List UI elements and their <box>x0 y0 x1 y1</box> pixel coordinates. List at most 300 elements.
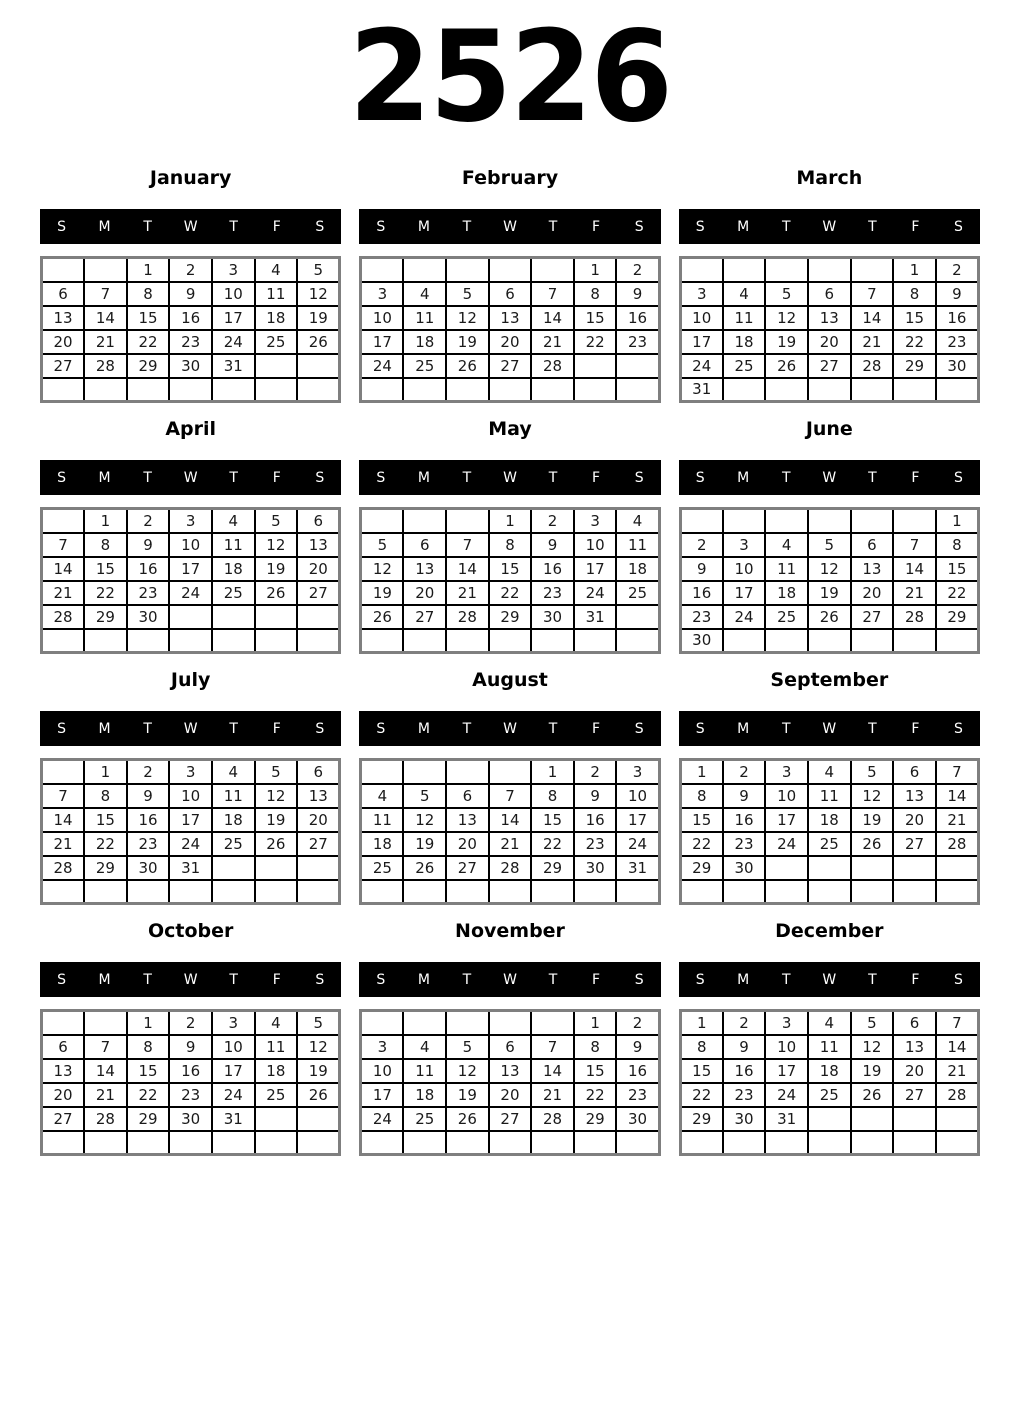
day-cell: 26 <box>297 330 340 354</box>
week-row <box>680 1131 978 1155</box>
day-cell: 19 <box>446 1083 489 1107</box>
day-header-cell: S <box>315 218 325 235</box>
day-cell: 20 <box>808 330 851 354</box>
day-cell: 25 <box>212 832 255 856</box>
empty-day-cell <box>531 258 574 282</box>
week-row <box>680 282 978 306</box>
month-title: July <box>170 669 211 691</box>
day-header-cell: S <box>315 469 325 486</box>
day-grid <box>40 758 341 905</box>
day-cell: 19 <box>851 1059 894 1083</box>
empty-day-cell <box>361 760 404 784</box>
empty-day-cell <box>531 1131 574 1155</box>
day-cell: 24 <box>361 1107 404 1131</box>
day-cell: 14 <box>42 808 85 832</box>
day-grid <box>679 1009 980 1156</box>
day-cell: 19 <box>297 1059 340 1083</box>
day-header-cell: T <box>229 971 238 988</box>
day-header-cell: F <box>272 720 281 737</box>
day-cell: 2 <box>616 258 659 282</box>
day-cell: 2 <box>169 1011 212 1035</box>
day-header-cell: T <box>229 469 238 486</box>
day-cell: 29 <box>84 605 127 629</box>
day-cell: 4 <box>808 1011 851 1035</box>
week-row <box>361 282 659 306</box>
month-block <box>359 152 660 403</box>
day-header-cell: T <box>143 218 152 235</box>
day-header-cell: T <box>143 720 152 737</box>
day-cell: 25 <box>808 832 851 856</box>
day-cell: 3 <box>723 533 766 557</box>
day-header-cell: W <box>822 218 837 235</box>
day-cell: 10 <box>361 1059 404 1083</box>
day-header-cell: T <box>548 720 558 737</box>
day-cell: 21 <box>531 330 574 354</box>
day-cell: 12 <box>297 282 340 306</box>
empty-day-cell <box>403 880 446 904</box>
empty-day-cell <box>531 629 574 653</box>
empty-day-cell <box>680 880 723 904</box>
day-cell: 21 <box>936 808 979 832</box>
empty-day-cell <box>297 1107 340 1131</box>
day-cell: 24 <box>765 1083 808 1107</box>
day-cell: 12 <box>255 533 298 557</box>
day-header-cell: S <box>695 218 705 235</box>
day-cell: 2 <box>127 509 170 533</box>
day-cell: 30 <box>127 605 170 629</box>
day-header-cell: S <box>634 720 644 737</box>
day-cell: 1 <box>893 258 936 282</box>
day-header-bar <box>359 962 660 997</box>
empty-day-cell <box>680 1131 723 1155</box>
empty-day-cell <box>403 760 446 784</box>
day-cell: 30 <box>531 605 574 629</box>
day-header-cell: S <box>376 720 386 737</box>
empty-day-cell <box>169 880 212 904</box>
empty-day-cell <box>808 258 851 282</box>
day-cell: 8 <box>84 784 127 808</box>
week-row <box>42 1083 340 1107</box>
empty-day-cell <box>212 378 255 402</box>
day-cell: 23 <box>169 1083 212 1107</box>
week-row <box>42 509 340 533</box>
day-cell: 6 <box>489 1035 532 1059</box>
empty-day-cell <box>361 1011 404 1035</box>
day-header-bar <box>40 711 341 746</box>
day-cell: 19 <box>446 330 489 354</box>
day-cell: 29 <box>936 605 979 629</box>
day-cell: 1 <box>127 258 170 282</box>
empty-day-cell <box>680 258 723 282</box>
week-row <box>42 1035 340 1059</box>
empty-day-cell <box>42 880 85 904</box>
week-row <box>42 557 340 581</box>
day-cell: 13 <box>42 1059 85 1083</box>
day-cell: 25 <box>403 1107 446 1131</box>
empty-day-cell <box>851 378 894 402</box>
day-cell: 12 <box>446 1059 489 1083</box>
day-cell: 15 <box>893 306 936 330</box>
day-header-cell: S <box>634 971 644 988</box>
week-row <box>361 330 659 354</box>
empty-day-cell <box>403 629 446 653</box>
day-header-cell: T <box>548 469 558 486</box>
day-cell: 19 <box>255 557 298 581</box>
day-cell: 4 <box>403 282 446 306</box>
day-cell: 9 <box>616 1035 659 1059</box>
empty-day-cell <box>723 1131 766 1155</box>
week-row <box>361 1107 659 1131</box>
week-row <box>680 533 978 557</box>
day-cell: 16 <box>936 306 979 330</box>
day-cell: 4 <box>361 784 404 808</box>
day-cell: 7 <box>84 1035 127 1059</box>
day-cell: 12 <box>851 784 894 808</box>
empty-day-cell <box>531 1011 574 1035</box>
empty-day-cell <box>723 509 766 533</box>
empty-day-cell <box>893 1131 936 1155</box>
empty-day-cell <box>127 629 170 653</box>
empty-day-cell <box>169 378 212 402</box>
empty-day-cell <box>255 880 298 904</box>
empty-day-cell <box>297 378 340 402</box>
day-cell: 2 <box>680 533 723 557</box>
month-title: April <box>165 418 217 440</box>
day-header-cell: W <box>183 218 198 235</box>
day-header-cell: S <box>57 469 66 486</box>
empty-day-cell <box>808 880 851 904</box>
day-cell: 13 <box>893 784 936 808</box>
day-header-cell: M <box>737 469 750 486</box>
day-cell: 9 <box>574 784 617 808</box>
week-row <box>42 629 340 653</box>
day-cell: 9 <box>723 784 766 808</box>
week-row <box>680 330 978 354</box>
day-cell: 30 <box>127 856 170 880</box>
day-cell: 21 <box>42 832 85 856</box>
day-cell: 1 <box>936 509 979 533</box>
day-header-cell: W <box>183 469 198 486</box>
day-cell: 16 <box>127 808 170 832</box>
empty-day-cell <box>893 1107 936 1131</box>
week-row <box>42 1107 340 1131</box>
day-grid <box>679 256 980 403</box>
empty-day-cell <box>936 1107 979 1131</box>
empty-day-cell <box>808 629 851 653</box>
empty-day-cell <box>42 378 85 402</box>
day-cell: 18 <box>212 557 255 581</box>
day-cell: 6 <box>297 760 340 784</box>
day-cell: 16 <box>616 1059 659 1083</box>
day-header-cell: M <box>98 218 111 235</box>
empty-day-cell <box>680 509 723 533</box>
week-row <box>680 581 978 605</box>
day-cell: 7 <box>446 533 489 557</box>
empty-day-cell <box>723 378 766 402</box>
day-cell: 25 <box>765 605 808 629</box>
day-header-cell: T <box>781 469 791 486</box>
day-cell: 14 <box>84 1059 127 1083</box>
day-cell: 30 <box>936 354 979 378</box>
day-cell: 17 <box>212 1059 255 1083</box>
day-cell: 16 <box>680 581 723 605</box>
day-cell: 31 <box>574 605 617 629</box>
day-header-bar <box>359 209 660 244</box>
day-cell: 18 <box>403 330 446 354</box>
day-grid <box>40 1009 341 1156</box>
day-cell: 4 <box>255 1011 298 1035</box>
empty-day-cell <box>361 1131 404 1155</box>
day-cell: 30 <box>680 629 723 653</box>
empty-day-cell <box>531 880 574 904</box>
empty-day-cell <box>446 629 489 653</box>
day-cell: 17 <box>765 1059 808 1083</box>
day-cell: 11 <box>255 1035 298 1059</box>
month-block <box>359 905 660 1156</box>
calendar-months <box>40 152 980 1156</box>
week-row <box>361 258 659 282</box>
day-cell: 26 <box>297 1083 340 1107</box>
empty-day-cell <box>765 629 808 653</box>
empty-day-cell <box>723 258 766 282</box>
month-block <box>679 152 980 403</box>
day-header-cell: W <box>503 218 517 235</box>
empty-day-cell <box>361 378 404 402</box>
day-cell: 11 <box>808 784 851 808</box>
day-cell: 4 <box>723 282 766 306</box>
week-row <box>680 378 978 402</box>
day-cell: 3 <box>212 258 255 282</box>
day-cell: 20 <box>42 330 85 354</box>
day-cell: 12 <box>255 784 298 808</box>
day-cell: 25 <box>723 354 766 378</box>
day-cell: 5 <box>255 509 298 533</box>
day-header-cell: T <box>781 971 791 988</box>
day-header-cell: T <box>548 971 558 988</box>
empty-day-cell <box>808 509 851 533</box>
day-cell: 14 <box>936 784 979 808</box>
month-title: November <box>455 920 565 942</box>
day-cell: 4 <box>212 760 255 784</box>
day-cell: 2 <box>574 760 617 784</box>
empty-day-cell <box>42 509 85 533</box>
empty-day-cell <box>531 378 574 402</box>
day-cell: 10 <box>680 306 723 330</box>
week-row <box>42 378 340 402</box>
day-cell: 23 <box>127 581 170 605</box>
week-row <box>361 378 659 402</box>
day-header-cell: F <box>911 218 920 235</box>
day-cell: 17 <box>680 330 723 354</box>
day-cell: 22 <box>127 1083 170 1107</box>
empty-day-cell <box>255 1107 298 1131</box>
day-cell: 8 <box>893 282 936 306</box>
empty-day-cell <box>212 629 255 653</box>
day-cell: 15 <box>489 557 532 581</box>
day-header-cell: T <box>143 971 152 988</box>
day-cell: 4 <box>255 258 298 282</box>
day-cell: 31 <box>616 856 659 880</box>
week-row <box>680 880 978 904</box>
week-row <box>42 856 340 880</box>
day-cell: 26 <box>851 832 894 856</box>
day-grid <box>40 507 341 654</box>
week-row <box>680 832 978 856</box>
week-row <box>42 258 340 282</box>
empty-day-cell <box>84 880 127 904</box>
day-cell: 22 <box>680 1083 723 1107</box>
day-cell: 5 <box>808 533 851 557</box>
empty-day-cell <box>574 1131 617 1155</box>
day-cell: 7 <box>893 533 936 557</box>
day-cell: 28 <box>531 354 574 378</box>
day-header-cell: S <box>695 469 705 486</box>
day-header-cell: S <box>315 720 325 737</box>
week-row <box>361 629 659 653</box>
day-cell: 8 <box>574 1035 617 1059</box>
day-header-cell: F <box>592 720 601 737</box>
day-cell: 6 <box>297 509 340 533</box>
empty-day-cell <box>851 856 894 880</box>
day-cell: 17 <box>765 808 808 832</box>
day-cell: 28 <box>893 605 936 629</box>
day-header-cell: F <box>592 469 601 486</box>
week-row <box>42 1131 340 1155</box>
day-cell: 10 <box>765 1035 808 1059</box>
day-header-cell: W <box>503 720 517 737</box>
day-cell: 3 <box>212 1011 255 1035</box>
month-title: October <box>147 920 234 942</box>
day-cell: 8 <box>680 1035 723 1059</box>
empty-day-cell <box>255 629 298 653</box>
day-cell: 18 <box>808 808 851 832</box>
day-cell: 6 <box>446 784 489 808</box>
week-row <box>361 1059 659 1083</box>
day-cell: 23 <box>574 832 617 856</box>
day-header-cell: T <box>868 720 877 737</box>
day-cell: 14 <box>893 557 936 581</box>
day-cell: 11 <box>616 533 659 557</box>
empty-day-cell <box>127 880 170 904</box>
day-header-cell: M <box>98 469 111 486</box>
day-cell: 2 <box>127 760 170 784</box>
day-cell: 6 <box>893 1011 936 1035</box>
day-cell: 6 <box>42 1035 85 1059</box>
empty-day-cell <box>361 258 404 282</box>
day-cell: 16 <box>127 557 170 581</box>
month-block <box>359 654 660 905</box>
empty-day-cell <box>446 880 489 904</box>
day-cell: 9 <box>169 282 212 306</box>
day-cell: 13 <box>297 533 340 557</box>
day-cell: 16 <box>616 306 659 330</box>
day-cell: 5 <box>446 282 489 306</box>
week-row <box>361 557 659 581</box>
empty-day-cell <box>616 605 659 629</box>
month-title: February <box>461 167 559 189</box>
day-cell: 10 <box>212 1035 255 1059</box>
week-row <box>42 784 340 808</box>
day-cell: 16 <box>574 808 617 832</box>
day-cell: 11 <box>403 1059 446 1083</box>
empty-day-cell <box>42 258 85 282</box>
day-cell: 20 <box>403 581 446 605</box>
day-cell: 29 <box>680 856 723 880</box>
week-row <box>680 258 978 282</box>
day-cell: 1 <box>574 1011 617 1035</box>
empty-day-cell <box>127 1131 170 1155</box>
day-cell: 11 <box>723 306 766 330</box>
empty-day-cell <box>851 1131 894 1155</box>
empty-day-cell <box>127 378 170 402</box>
week-row <box>361 808 659 832</box>
empty-day-cell <box>361 629 404 653</box>
day-cell: 20 <box>297 808 340 832</box>
week-row <box>42 354 340 378</box>
month-block <box>679 654 980 905</box>
day-cell: 24 <box>765 832 808 856</box>
day-header-cell: S <box>954 218 963 235</box>
day-cell: 23 <box>616 330 659 354</box>
day-header-cell: M <box>417 971 430 988</box>
day-cell: 8 <box>574 282 617 306</box>
empty-day-cell <box>851 1107 894 1131</box>
day-cell: 10 <box>765 784 808 808</box>
week-row <box>680 354 978 378</box>
day-cell: 2 <box>936 258 979 282</box>
day-cell: 23 <box>616 1083 659 1107</box>
day-cell: 17 <box>361 330 404 354</box>
day-cell: 6 <box>403 533 446 557</box>
day-header-cell: T <box>229 720 238 737</box>
day-cell: 21 <box>893 581 936 605</box>
empty-day-cell <box>169 605 212 629</box>
day-header-cell: S <box>954 720 963 737</box>
day-header-cell: S <box>57 218 66 235</box>
day-cell: 31 <box>680 378 723 402</box>
day-cell: 29 <box>531 856 574 880</box>
day-header-cell: S <box>695 720 705 737</box>
week-row <box>42 1059 340 1083</box>
empty-day-cell <box>893 880 936 904</box>
day-cell: 31 <box>169 856 212 880</box>
day-cell: 28 <box>42 856 85 880</box>
week-row <box>42 306 340 330</box>
day-cell: 24 <box>616 832 659 856</box>
day-cell: 1 <box>84 760 127 784</box>
day-cell: 25 <box>212 581 255 605</box>
empty-day-cell <box>616 629 659 653</box>
empty-day-cell <box>403 258 446 282</box>
week-row <box>680 760 978 784</box>
day-cell: 15 <box>574 306 617 330</box>
empty-day-cell <box>84 1011 127 1035</box>
day-cell: 9 <box>127 533 170 557</box>
empty-day-cell <box>893 378 936 402</box>
day-header-cell: F <box>592 218 601 235</box>
day-cell: 6 <box>851 533 894 557</box>
day-cell: 19 <box>255 808 298 832</box>
empty-day-cell <box>255 378 298 402</box>
day-cell: 15 <box>84 557 127 581</box>
day-header-bar <box>679 962 980 997</box>
empty-day-cell <box>361 509 404 533</box>
empty-day-cell <box>42 629 85 653</box>
empty-day-cell <box>255 856 298 880</box>
empty-day-cell <box>297 605 340 629</box>
day-cell: 30 <box>723 1107 766 1131</box>
day-header-cell: T <box>868 971 877 988</box>
